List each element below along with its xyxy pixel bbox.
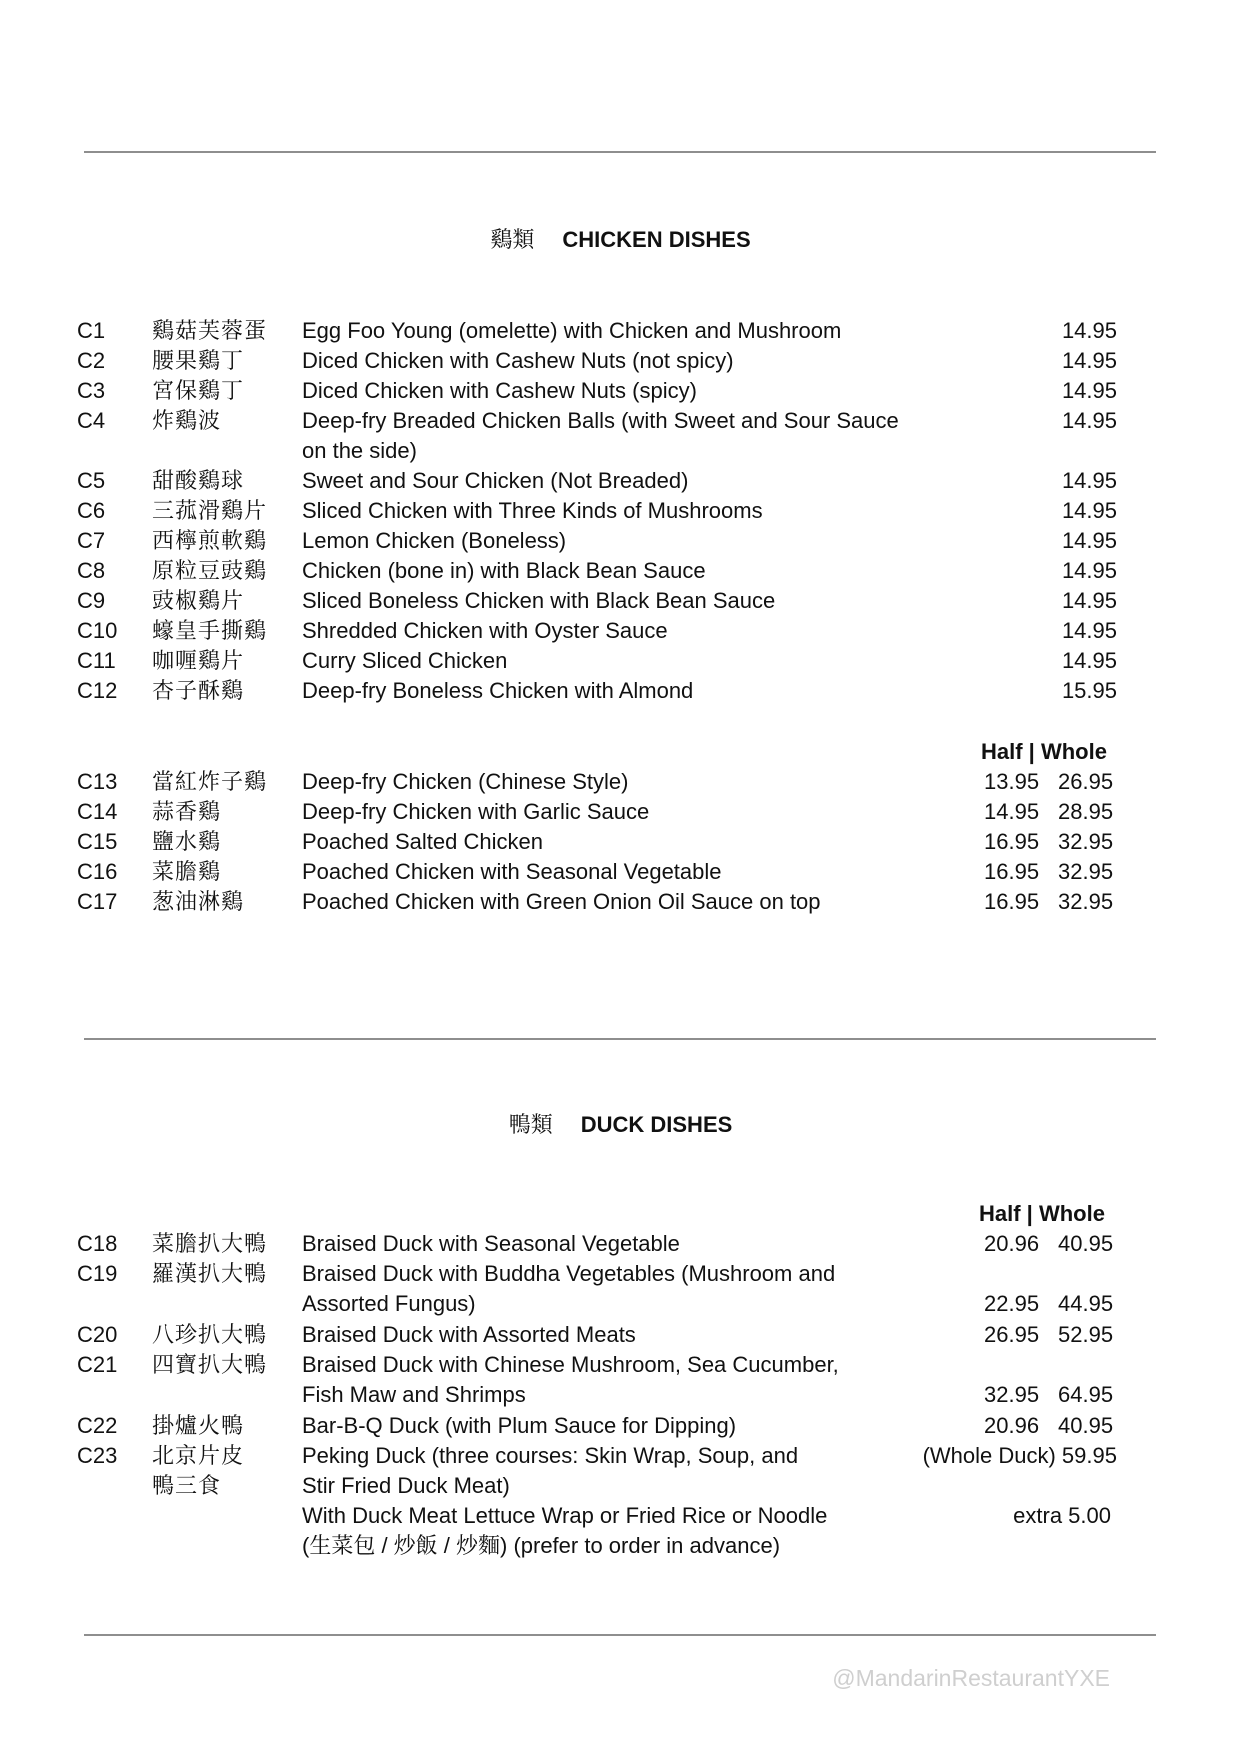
whole-price: 44.95 bbox=[1058, 1291, 1114, 1316]
item-name-en: Diced Chicken with Cashew Nuts (spicy) bbox=[302, 378, 697, 403]
item-name-en: Poached Chicken with Green Onion Oil Sauce on top bbox=[302, 889, 821, 914]
item-name-zh: 掛爐火鴨 bbox=[152, 1413, 245, 1438]
half-price: 32.95 bbox=[984, 1382, 1040, 1407]
whole-price: 64.95 bbox=[1058, 1382, 1114, 1407]
item-code: C14 bbox=[77, 799, 118, 824]
item-name-zh: 杏子酥鷄 bbox=[152, 678, 245, 703]
item-name-zh: 蒜香鷄 bbox=[152, 799, 222, 824]
item-price: 15.95 bbox=[1061, 678, 1117, 703]
item-name-en: Braised Duck with Seasonal Vegetable bbox=[302, 1231, 680, 1256]
item-code: C9 bbox=[77, 588, 106, 613]
item-name-zh: 原粒豆豉鷄 bbox=[152, 558, 268, 583]
whole-price: 28.95 bbox=[1058, 799, 1114, 824]
item-price: 14.95 bbox=[1061, 498, 1117, 523]
item-name-zh-line2: 鴨三食 bbox=[152, 1473, 222, 1498]
item-code: C22 bbox=[77, 1413, 118, 1438]
item-name-en: Poached Chicken with Seasonal Vegetable bbox=[302, 859, 722, 884]
item-price: 14.95 bbox=[1061, 648, 1117, 673]
item-name-en: Braised Duck with Buddha Vegetables (Mushroom and bbox=[302, 1261, 836, 1286]
item-code: C16 bbox=[77, 859, 118, 884]
whole-price: 52.95 bbox=[1058, 1322, 1114, 1347]
whole-price: 32.95 bbox=[1058, 859, 1114, 884]
item-name-zh: 鷄菇芙蓉蛋 bbox=[152, 318, 268, 343]
chicken-heading-zh: 鷄類 bbox=[490, 227, 535, 252]
item-name-en: Bar-B-Q Duck (with Plum Sauce for Dipping) bbox=[302, 1413, 737, 1438]
item-code: C2 bbox=[77, 348, 106, 373]
item-name-zh: 宮保鷄丁 bbox=[152, 378, 245, 403]
item-name-zh: 蠔皇手撕鷄 bbox=[152, 618, 268, 643]
half-price: 22.95 bbox=[984, 1291, 1040, 1316]
item-code: C12 bbox=[77, 678, 118, 703]
item-name-en-line2: Assorted Fungus) bbox=[302, 1291, 476, 1316]
item-name-zh: 鹽水鷄 bbox=[152, 829, 222, 854]
item-name-en: Deep-fry Breaded Chicken Balls (with Sweet and Sour Sauce bbox=[302, 408, 899, 433]
chicken-heading-en: CHICKEN DISHES bbox=[562, 227, 751, 252]
duck-section-heading bbox=[0, 1111, 1241, 1139]
item-code: C17 bbox=[77, 889, 118, 914]
item-price: 14.95 bbox=[1061, 408, 1117, 433]
item-name-en: Shredded Chicken with Oyster Sauce bbox=[302, 618, 668, 643]
item-code: C4 bbox=[77, 408, 106, 433]
item-name-zh: 菜膽扒大鴨 bbox=[152, 1231, 268, 1256]
item-code: C13 bbox=[77, 769, 118, 794]
item-name-en-line2: Stir Fried Duck Meat) bbox=[302, 1473, 510, 1498]
half-whole-header: Half | Whole bbox=[979, 1201, 1105, 1226]
half-price: 14.95 bbox=[984, 799, 1040, 824]
duck-heading-en: DUCK DISHES bbox=[580, 1112, 733, 1137]
item-name-zh: 八珍扒大鴨 bbox=[152, 1322, 268, 1347]
item-price: 14.95 bbox=[1061, 528, 1117, 553]
item-code: C3 bbox=[77, 378, 106, 403]
extra-price: extra 5.00 bbox=[1013, 1503, 1111, 1528]
item-name-zh: 豉椒鷄片 bbox=[152, 588, 245, 613]
item-name-zh: 北京片皮 bbox=[152, 1443, 245, 1468]
item-name-en: Sliced Chicken with Three Kinds of Mushrooms bbox=[302, 498, 763, 523]
item-code: C6 bbox=[77, 498, 106, 523]
item-name-en: Sliced Boneless Chicken with Black Bean Sauce bbox=[302, 588, 776, 613]
extra-option-text-line2: (生菜包 / 炒飯 / 炒麵) (prefer to order in advance) bbox=[302, 1533, 781, 1558]
item-name-en: Poached Salted Chicken bbox=[302, 829, 543, 854]
item-name-zh: 四寶扒大鴨 bbox=[152, 1352, 268, 1377]
item-name-en: Peking Duck (three courses: Skin Wrap, Soup, and bbox=[302, 1443, 799, 1468]
item-code: C7 bbox=[77, 528, 106, 553]
item-name-zh: 炸鷄波 bbox=[152, 408, 222, 433]
item-name-en: Deep-fry Chicken with Garlic Sauce bbox=[302, 799, 650, 824]
whole-price: 32.95 bbox=[1058, 829, 1114, 854]
item-name-zh: 咖喱鷄片 bbox=[152, 648, 245, 673]
item-code: C23 bbox=[77, 1443, 118, 1468]
item-name-zh: 當紅炸子鷄 bbox=[152, 769, 268, 794]
item-code: C21 bbox=[77, 1352, 118, 1377]
item-price: 14.95 bbox=[1061, 618, 1117, 643]
whole-price: 32.95 bbox=[1058, 889, 1114, 914]
whole-price: 40.95 bbox=[1058, 1413, 1114, 1438]
item-code: C10 bbox=[77, 618, 118, 643]
whole-duck-price: (Whole Duck) 59.95 bbox=[922, 1443, 1117, 1468]
item-price: 14.95 bbox=[1061, 588, 1117, 613]
half-price: 26.95 bbox=[984, 1322, 1040, 1347]
item-name-en: Deep-fry Boneless Chicken with Almond bbox=[302, 678, 694, 703]
item-price: 14.95 bbox=[1061, 348, 1117, 373]
half-price: 16.95 bbox=[984, 889, 1040, 914]
middle-divider bbox=[84, 1038, 1156, 1040]
item-name-zh: 羅漢扒大鴨 bbox=[152, 1261, 268, 1286]
item-name-en: Braised Duck with Assorted Meats bbox=[302, 1322, 636, 1347]
item-name-zh: 菜膽鷄 bbox=[152, 859, 222, 884]
item-price: 14.95 bbox=[1061, 318, 1117, 343]
item-name-en: Diced Chicken with Cashew Nuts (not spicy) bbox=[302, 348, 734, 373]
half-price: 20.96 bbox=[984, 1231, 1040, 1256]
item-name-en: Curry Sliced Chicken bbox=[302, 648, 508, 673]
item-name-en: Deep-fry Chicken (Chinese Style) bbox=[302, 769, 629, 794]
item-name-zh: 三菰滑鷄片 bbox=[152, 498, 268, 523]
item-name-en: Chicken (bone in) with Black Bean Sauce bbox=[302, 558, 706, 583]
item-code: C1 bbox=[77, 318, 106, 343]
top-divider bbox=[84, 151, 1156, 153]
half-price: 20.96 bbox=[984, 1413, 1040, 1438]
item-name-en: Braised Duck with Chinese Mushroom, Sea Cucumber, bbox=[302, 1352, 839, 1377]
item-name-zh: 西檸煎軟鷄 bbox=[152, 528, 268, 553]
item-code: C8 bbox=[77, 558, 106, 583]
whole-price: 40.95 bbox=[1058, 1231, 1114, 1256]
half-price: 16.95 bbox=[984, 829, 1040, 854]
item-code: C20 bbox=[77, 1322, 118, 1347]
chicken-section-heading bbox=[0, 226, 1241, 254]
item-code: C15 bbox=[77, 829, 118, 854]
half-whole-header: Half | Whole bbox=[981, 739, 1107, 764]
item-name-zh: 甜酸鷄球 bbox=[152, 468, 245, 493]
duck-heading-zh: 鴨類 bbox=[508, 1112, 553, 1137]
item-price: 14.95 bbox=[1061, 378, 1117, 403]
watermark-handle: @MandarinRestaurantYXE bbox=[832, 1665, 1110, 1691]
item-name-en: Sweet and Sour Chicken (Not Breaded) bbox=[302, 468, 689, 493]
item-code: C5 bbox=[77, 468, 106, 493]
whole-price: 26.95 bbox=[1058, 769, 1114, 794]
item-code: C11 bbox=[77, 648, 116, 673]
half-price: 13.95 bbox=[984, 769, 1040, 794]
half-price: 16.95 bbox=[984, 859, 1040, 884]
item-name-en-line2: Fish Maw and Shrimps bbox=[302, 1382, 526, 1407]
item-price: 14.95 bbox=[1061, 558, 1117, 583]
item-name-zh: 腰果鷄丁 bbox=[152, 348, 245, 373]
item-name-zh: 葱油淋鷄 bbox=[152, 889, 245, 914]
item-name-en-line2: on the side) bbox=[302, 438, 417, 463]
item-price: 14.95 bbox=[1061, 468, 1117, 493]
item-name-en: Lemon Chicken (Boneless) bbox=[302, 528, 567, 553]
item-code: C19 bbox=[77, 1261, 118, 1286]
item-code: C18 bbox=[77, 1231, 118, 1256]
extra-option-text: With Duck Meat Lettuce Wrap or Fried Rice or Noodle bbox=[302, 1503, 828, 1528]
bottom-divider bbox=[84, 1634, 1156, 1636]
item-name-en: Egg Foo Young (omelette) with Chicken and Mushroom bbox=[302, 318, 842, 343]
